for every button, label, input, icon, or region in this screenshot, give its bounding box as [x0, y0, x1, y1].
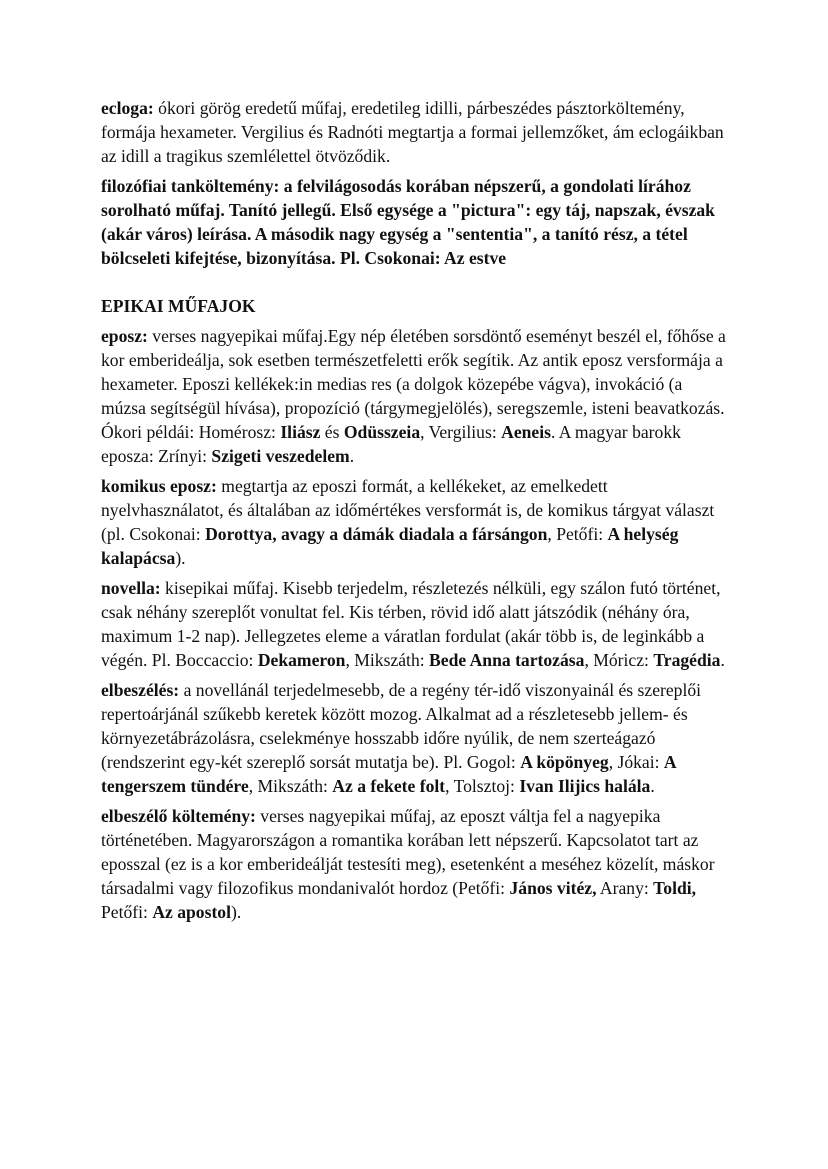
section-intro — [101, 96, 731, 270]
entry-elbeszelo-koltemeny: elbeszélő költemény: verses nagyepikai műfaj, az eposzt váltja fel a nagyepika történetében. Magyarországon a romantika korában lett népszerű. Kapcsolatot tart az eposszal (ez is a kor emberideálját testesíti meg), esetenként a meséhez közelít, máskor társadalmi vagy filozofikus mondanivalót hordoz (Petőfi: János vitéz, Arany: Toldi, Petőfi: Az apostol). — [101, 806, 715, 922]
entry-eposz: eposz: verses nagyepikai műfaj.Egy nép életében sorsdöntő eseményt beszél el, főhőse a kor emberideálja, sok esetben természetfeletti erők segítik. Az antik eposz versformája a hexameter. Eposzi kellékek:in medias res (a dolgok közepébe vágva), invokáció (a múzsa segítségül hívása), propozíció (tárgymegjelölés), seregszemle, isteni beavatkozás. Ókori példái: Homérosz: Iliász és Odüsszeia, Vergilius: Aeneis. A magyar barokk eposza: Zrínyi: Szigeti veszedelem. — [101, 326, 726, 466]
entry-novella: novella: kisepikai műfaj. Kisebb terjedelm, részletezés nélküli, egy szálon futó történet, csak néhány szereplőt vonultat fel. Kis térben, rövid idő alatt játszódik (néhány óra, maximum 1-2 nap). Jellegzetes eleme a váratlan fordulat (akár több is, de leginkább a végén. Pl. Boccaccio: Dekameron, Mikszáth: Bede Anna tartozása, Móricz: Tragédia. — [101, 578, 725, 670]
entry-filozofiai-tankoltemeny — [101, 174, 731, 270]
entry-elbeszeles: elbeszélés: a novellánál terjedelmesebb, de a regény tér-idő viszonyainál és szereplői repertoárjánál szűkebb keretek között mozog. Alkalmat ad a részletesebb jellem- és környezetábrázolásra, cselekménye hosszabb időre nyúlik, de nem szerteágazó (rendszerint egy-két szereplő sorsát mutatja be). Pl. Gogol: A köpönyeg, Jókai: A tengerszem tündére, Mikszáth: Az a fekete folt, Tolsztoj: Ivan Ilijics halála. — [101, 680, 702, 796]
term-eposz: eposz: — [101, 326, 148, 346]
term-elbeszelo-koltemeny: elbeszélő költemény: — [101, 806, 256, 826]
term-ecloga: ecloga: — [101, 98, 154, 118]
term-filozofiai-tankoltemeny: filozófiai tanköltemény: a felvilágosodás korában népszerű, a gondolati lírához sorolható műfaj. Tanító jellegű. Első egysége a "pictura": egy táj, napszak, évszak (akár város) leírása. A második nagy egység a "sententia", a tanító rész, a tétel bölcseleti kifejtése, bizonyítása. Pl. Csokonai: Az estve — [101, 176, 715, 268]
term-novella: novella: — [101, 578, 161, 598]
section-epikai-mufajok — [101, 294, 731, 924]
term-elbeszeles: elbeszélés: — [101, 680, 180, 700]
document-page — [101, 96, 731, 930]
term-komikus-eposz: komikus eposz: — [101, 476, 217, 496]
entry-ecloga: ecloga: ókori görög eredetű műfaj, eredetileg idilli, párbeszédes pásztorköltemény, formája hexameter. Vergilius és Radnóti megtartja a formai jellemzőket, ám eclogáikban az idill a tragikus szemlélettel ötvöződik. — [101, 98, 724, 166]
section-spacer — [101, 276, 731, 294]
section-heading: EPIKAI MŰFAJOK — [101, 296, 256, 316]
entry-komikus-eposz: komikus eposz: megtartja az eposzi formát, a kellékeket, az emelkedett nyelvhasználatot, és általában az időmértékes versformát is, de komikus tárgyat választ (pl. Csokonai: Dorottya, avagy a dámák diadala a fársángon, Petőfi: A helység kalapácsa). — [101, 476, 715, 568]
